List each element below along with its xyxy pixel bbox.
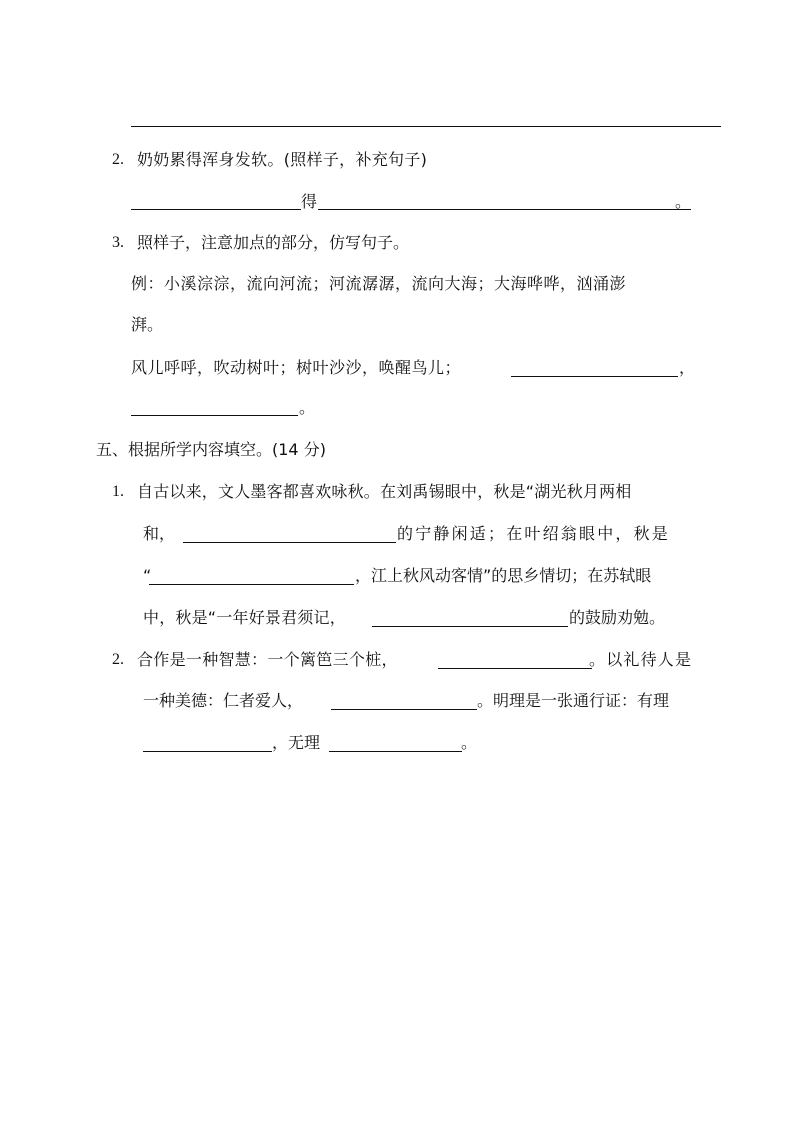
item-number: 3. [112,234,124,251]
answer-blank[interactable] [511,376,678,377]
question-text: 合作是一种智慧：一个篱笆三个桩， [137,650,398,669]
answer-blank[interactable] [438,668,592,669]
question-text: 和， [143,524,176,543]
answer-blank[interactable] [183,542,396,543]
answer-line-top[interactable] [131,126,721,127]
answer-blank[interactable] [318,209,691,210]
sentence-char: 得 [301,192,318,211]
question-text: ，江上秋风动客情”的思乡情切；在苏轼眼 [355,566,652,585]
practice-text: 风儿呼呼，吹动树叶；树叶沙沙，唤醒鸟儿； [131,358,462,377]
question-text: 奶奶累得浑身发软。(照样子，补充句子) [137,150,428,169]
answer-blank[interactable] [131,209,301,210]
sentence-end: 。 [299,398,316,417]
question-text: ，无理 [272,733,321,752]
question-text: 照样子，注意加点的部分，仿写句子。 [137,233,410,252]
example-text: 例：小溪淙淙，流向河流；河流潺潺，流向大海；大海哗哗，汹涌澎 [131,274,627,293]
sentence-comma: ， [679,358,696,377]
question-text: 自古以来，文人墨客都喜欢咏秋。在刘禹锡眼中，秋是“湖光秋月两相 [137,482,632,501]
question-text: 的鼓励劝勉。 [569,608,666,627]
sentence-end: 。 [675,192,692,211]
item-number: 1. [112,483,124,500]
sentence-end: 。 [461,733,478,752]
question-text: “ [143,566,152,585]
answer-blank[interactable] [329,751,462,752]
item-number: 2. [112,651,124,668]
question-text: 。明理是一张通行证：有理 [477,691,670,710]
answer-blank[interactable] [143,751,272,752]
answer-blank[interactable] [149,584,354,585]
item-number: 2. [112,151,124,168]
answer-blank[interactable] [331,709,477,710]
question-text: 一种美德：仁者爱人， [143,691,304,710]
question-text: 中，秋是“一年好景君须记， [143,608,346,627]
answer-blank[interactable] [372,626,568,627]
answer-blank[interactable] [131,415,298,416]
question-text: 。以礼待人是 [589,650,693,669]
section-heading: 五、根据所学内容填空。(14 分) [96,440,326,459]
question-text: 的宁静闲适；在叶绍翁眼中，秋是 [397,524,671,543]
example-text: 湃。 [131,315,164,334]
